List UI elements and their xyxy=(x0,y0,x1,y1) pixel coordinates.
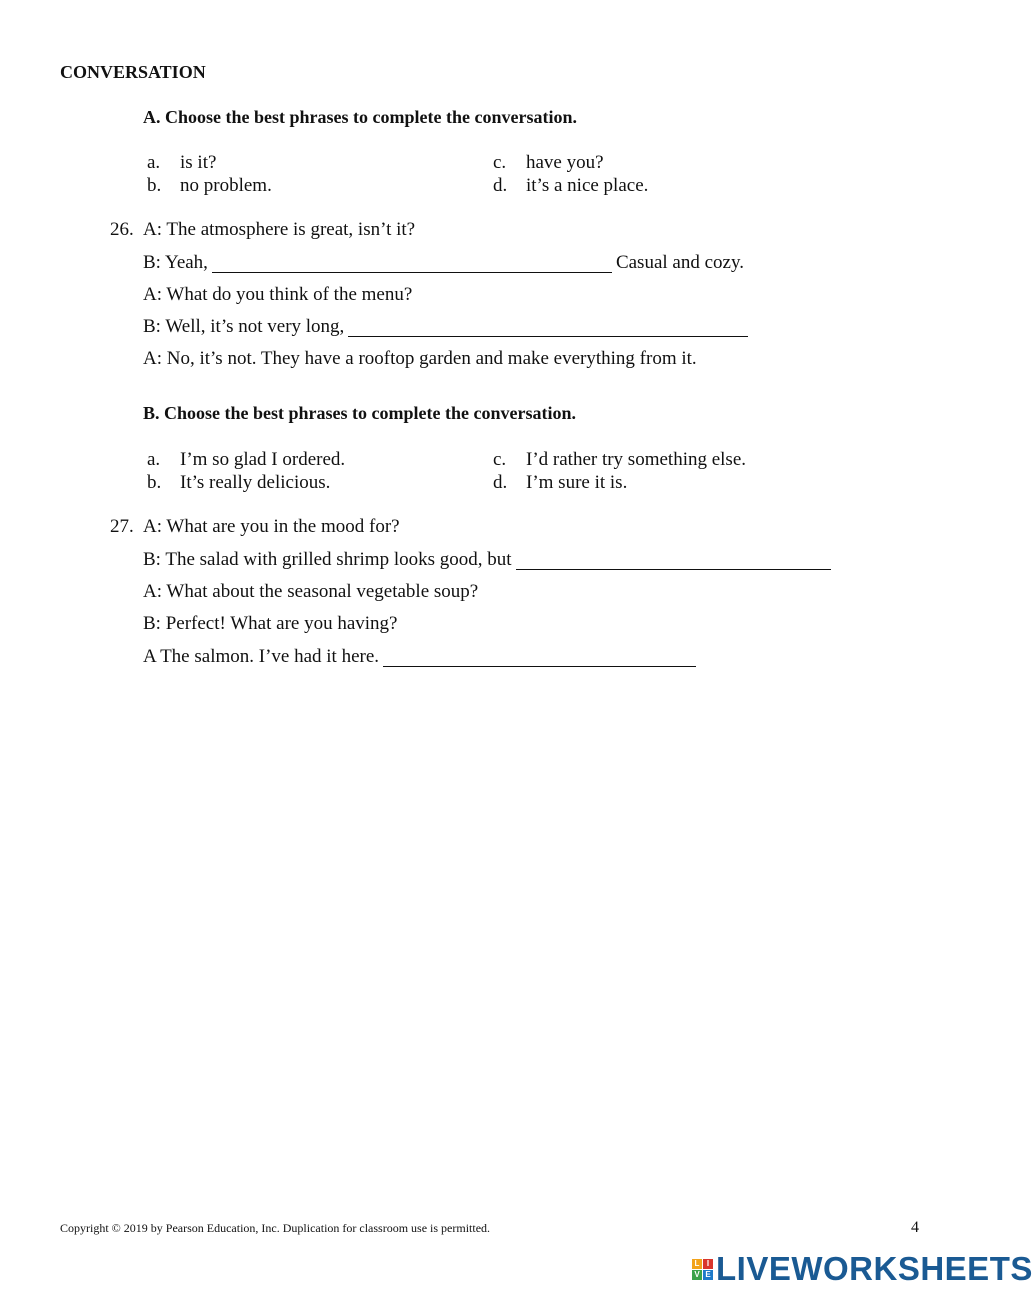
logo-tile: V xyxy=(692,1270,702,1280)
answer-blank-input[interactable] xyxy=(383,648,696,667)
logo-tile: I xyxy=(703,1259,713,1269)
liveworksheets-logo xyxy=(692,1250,1033,1288)
dialogue-line: A: No, it’s not. They have a rooftop garden and make everything from it. xyxy=(143,348,697,369)
dialogue-text: A The salmon. I’ve had it here. xyxy=(143,646,380,667)
option-letter: b. xyxy=(147,175,162,196)
answer-blank-input[interactable] xyxy=(348,318,748,337)
page-number: 4 xyxy=(911,1219,919,1236)
option-text: no problem. xyxy=(180,175,272,196)
dialogue-line: A: What about the seasonal vegetable soup? xyxy=(143,581,479,602)
option-letter: c. xyxy=(493,449,507,470)
option-letter: d. xyxy=(493,472,508,493)
dialogue-text: B: Well, it’s not very long, xyxy=(143,316,345,337)
option-text: it’s a nice place. xyxy=(526,175,649,196)
copyright-notice: Copyright © 2019 by Pearson Education, Inc. Duplication for classroom use is permitted. xyxy=(60,1221,491,1235)
dialogue-line xyxy=(143,252,744,274)
logo-text: LIVEWORKSHEETS xyxy=(716,1250,1033,1287)
logo-tile: L xyxy=(692,1259,702,1269)
logo-tile: E xyxy=(703,1270,713,1280)
option-text: It’s really delicious. xyxy=(180,472,331,493)
section-title: CONVERSATION xyxy=(60,62,206,82)
option-text: is it? xyxy=(180,152,217,173)
answer-blank-input[interactable] xyxy=(212,254,612,273)
option-letter: d. xyxy=(493,175,508,196)
dialogue-text: B: The salad with grilled shrimp looks good, but xyxy=(143,549,512,570)
question-number: 27. xyxy=(110,516,134,537)
dialogue-line: A: What are you in the mood for? xyxy=(143,516,400,537)
option-text: I’d rather try something else. xyxy=(526,449,747,470)
option-letter: a. xyxy=(147,449,161,470)
dialogue-text: Casual and cozy. xyxy=(615,252,744,273)
question-number: 26. xyxy=(110,219,134,240)
dialogue-line: A: What do you think of the menu? xyxy=(143,284,413,305)
option-text: I’m so glad I ordered. xyxy=(180,449,346,470)
option-text: I’m sure it is. xyxy=(526,472,628,493)
answer-blank-input[interactable] xyxy=(516,551,831,570)
dialogue-line: B: Perfect! What are you having? xyxy=(143,613,398,634)
logo-mark-icon xyxy=(692,1259,713,1280)
option-letter: a. xyxy=(147,152,161,173)
dialogue-line: A: The atmosphere is great, isn’t it? xyxy=(143,219,416,240)
option-letter: b. xyxy=(147,472,162,493)
dialogue-line xyxy=(143,316,752,338)
option-text: have you? xyxy=(526,152,604,173)
option-letter: c. xyxy=(493,152,507,173)
dialogue-line xyxy=(143,646,700,668)
dialogue-line xyxy=(143,549,835,571)
part-a-instruction: A. Choose the best phrases to complete the conversation. xyxy=(143,107,577,127)
dialogue-text: B: Yeah, xyxy=(143,252,208,273)
part-b-instruction: B. Choose the best phrases to complete the conversation. xyxy=(143,403,576,423)
